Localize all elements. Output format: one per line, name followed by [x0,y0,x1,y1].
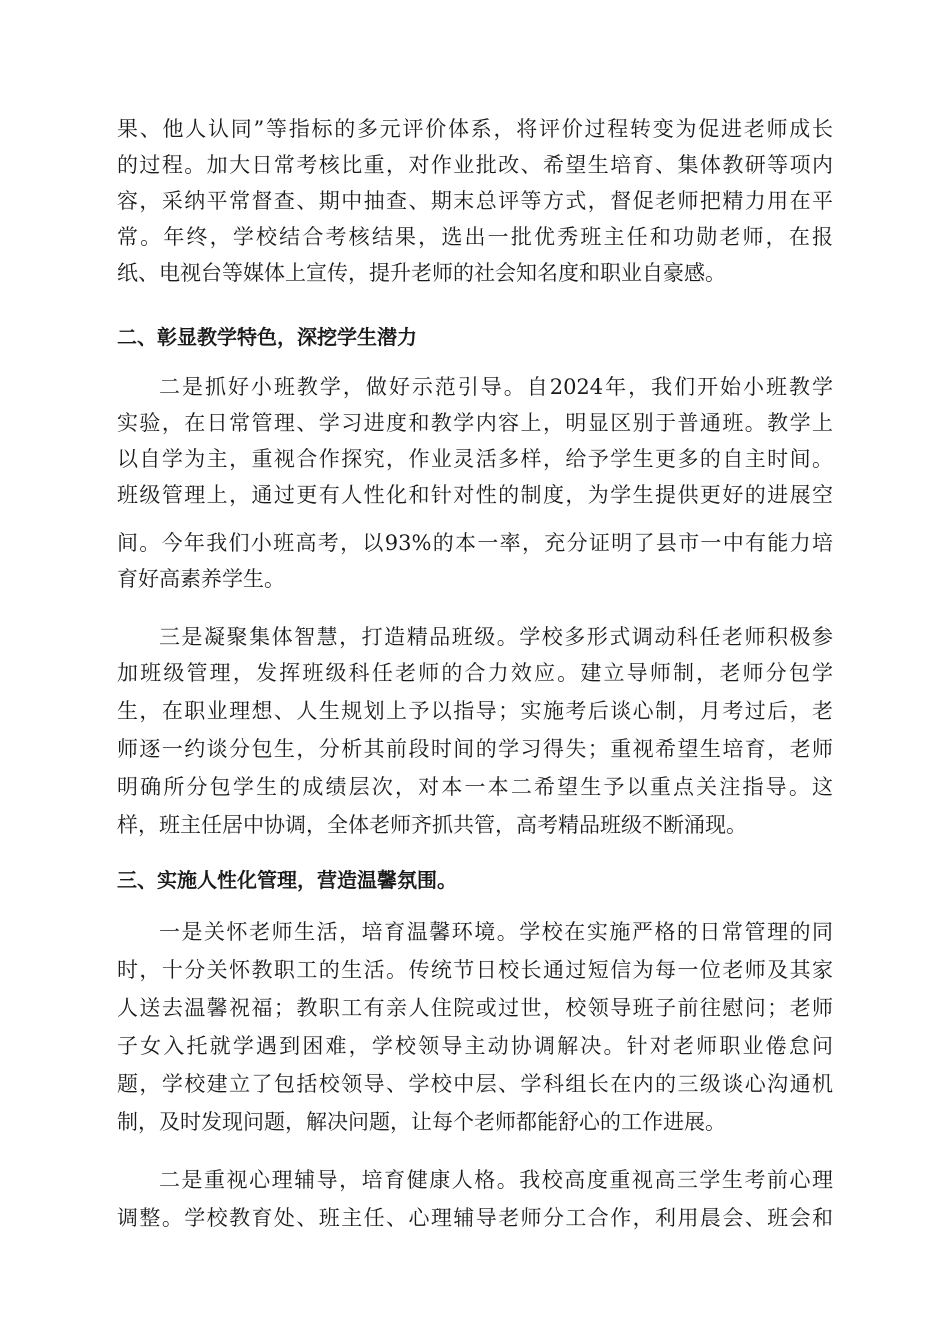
text-line: 加班级管理，发挥班级科任老师的合力效应。建立导师制，老师分包学 [117,661,833,685]
text-line: 师逐一约谈分包生，分析其前段时间的学习得失；重视希望生培育，老师 [117,737,833,761]
text-line: 的过程。加大日常考核比重，对作业批改、希望生培育、集体教研等项内 [117,153,833,177]
text-line: 纸、电视台等媒体上宣传，提升老师的社会知名度和职业自豪感。 [117,261,726,285]
section-heading-3: 三、实施人性化管理，营造温馨氛围。 [117,868,457,892]
text-line: 以自学为主，重视合作探究，作业灵活多样，给予学生更多的自主时间。 [117,447,833,471]
text-line: 调整。学校教育处、班主任、心理辅导老师分工合作，利用晨会、班会和 [117,1206,833,1230]
text-line: 二是抓好小班教学，做好示范引导。自2024年，我们开始小班教学 [159,375,833,399]
text-line: 常。年终，学校结合考核结果，选出一批优秀班主任和功勋老师，在报 [117,225,833,249]
section-heading-2: 二、彰显教学特色，深挖学生潜力 [117,325,417,349]
text-line: 样，班主任居中协调，全体老师齐抓共管，高考精品班级不断涌现。 [117,813,747,837]
text-line: 生，在职业理想、人生规划上予以指导；实施考后谈心制，月考过后，老 [117,699,833,723]
text-line: 果、他人认同”等指标的多元评价体系，将评价过程转变为促进老师成长 [117,117,833,141]
text-line: 实验，在日常管理、学习进度和教学内容上，明显区别于普通班。教学上 [117,411,833,435]
text-line: 明确所分包学生的成绩层次，对本一本二希望生予以重点关注指导。这 [117,775,833,799]
text-line: 制，及时发现问题，解决问题，让每个老师都能舒心的工作进展。 [117,1110,726,1134]
text-line: 人送去温馨祝福；教职工有亲人住院或过世，校领导班子前往慰问；老师 [117,996,833,1020]
text-line: 容，采纳平常督查、期中抽查、期末总评等方式，督促老师把精力用在平 [117,189,833,213]
text-line: 时，十分关怀教职工的生活。传统节日校长通过短信为每一位老师及其家 [117,958,833,982]
text-line: 子女入托就学遇到困难，学校领导主动协调解决。针对老师职业倦怠问 [117,1034,833,1058]
text-line: 一是关怀老师生活，培育温馨环境。学校在实施严格的日常管理的同 [159,920,833,944]
text-line: 三是凝聚集体智慧，打造精品班级。学校多形式调动科任老师积极参 [159,625,833,649]
text-line: 育好高素养学生。 [117,567,285,591]
text-line: 二是重视心理辅导，培育健康人格。我校高度重视高三学生考前心理 [159,1168,833,1192]
text-line: 班级管理上，通过更有人性化和针对性的制度，为学生提供更好的进展空 [117,483,833,507]
text-line: 间。今年我们小班高考，以93%的本一率，充分证明了县市一中有能力培 [117,531,833,555]
text-line: 题，学校建立了包括校领导、学校中层、学科组长在内的三级谈心沟通机 [117,1072,833,1096]
